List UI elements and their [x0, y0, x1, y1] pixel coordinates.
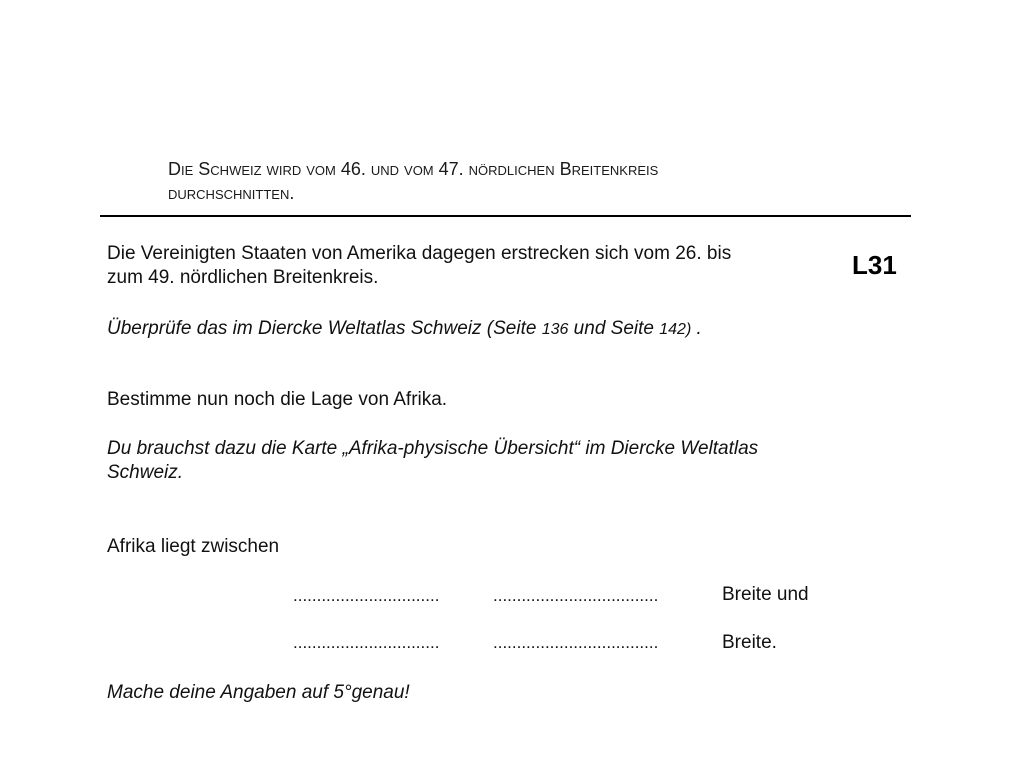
header-line-1: Die Schweiz wird vom 46. und vom 47. nördlichen Breitenkreis	[168, 159, 659, 179]
check-instruction-text-middle: und Seite	[568, 318, 660, 339]
hint-text	[107, 437, 847, 485]
answer-blank-1b[interactable]: ...................................	[493, 586, 659, 605]
lesson-code: L31	[852, 250, 897, 280]
check-instruction-text-before: Überprüfe das im Diercke Weltatlas Schweiz (Seite	[107, 318, 542, 339]
answer-blank-1a[interactable]: ...............................	[293, 586, 440, 605]
check-instruction-text-after: .	[691, 318, 702, 339]
paragraph-usa-line-1: Die Vereinigten Staaten von Amerika dagegen erstrecken sich vom 26. bis	[107, 243, 732, 264]
answer-blank-2a[interactable]: ...............................	[293, 633, 440, 652]
answer-row-1-label: Breite und	[722, 584, 809, 605]
answer-blank-2b[interactable]: ...................................	[493, 633, 659, 652]
africa-lies-label: Afrika liegt zwischen	[107, 536, 280, 557]
header-text	[168, 157, 868, 205]
task-africa: Bestimme nun noch die Lage von Afrika.	[107, 389, 448, 410]
header-line-2: durchschnitten.	[168, 183, 295, 203]
check-instruction	[107, 317, 827, 342]
header-divider	[100, 215, 911, 217]
paragraph-usa	[107, 242, 827, 290]
hint-line-1: Du brauchst dazu die Karte „Afrika-physische Übersicht“ im Diercke Weltatlas	[107, 438, 759, 459]
hint-line-2: Schweiz.	[107, 462, 184, 483]
atlas-page-1: 136	[541, 321, 569, 338]
paragraph-usa-line-2: zum 49. nördlichen Breitenkreis.	[107, 267, 379, 288]
atlas-page-2: 142)	[659, 321, 692, 338]
answer-row-2-label: Breite.	[722, 632, 777, 653]
precision-note: Mache deine Angaben auf 5°genau!	[107, 682, 410, 703]
